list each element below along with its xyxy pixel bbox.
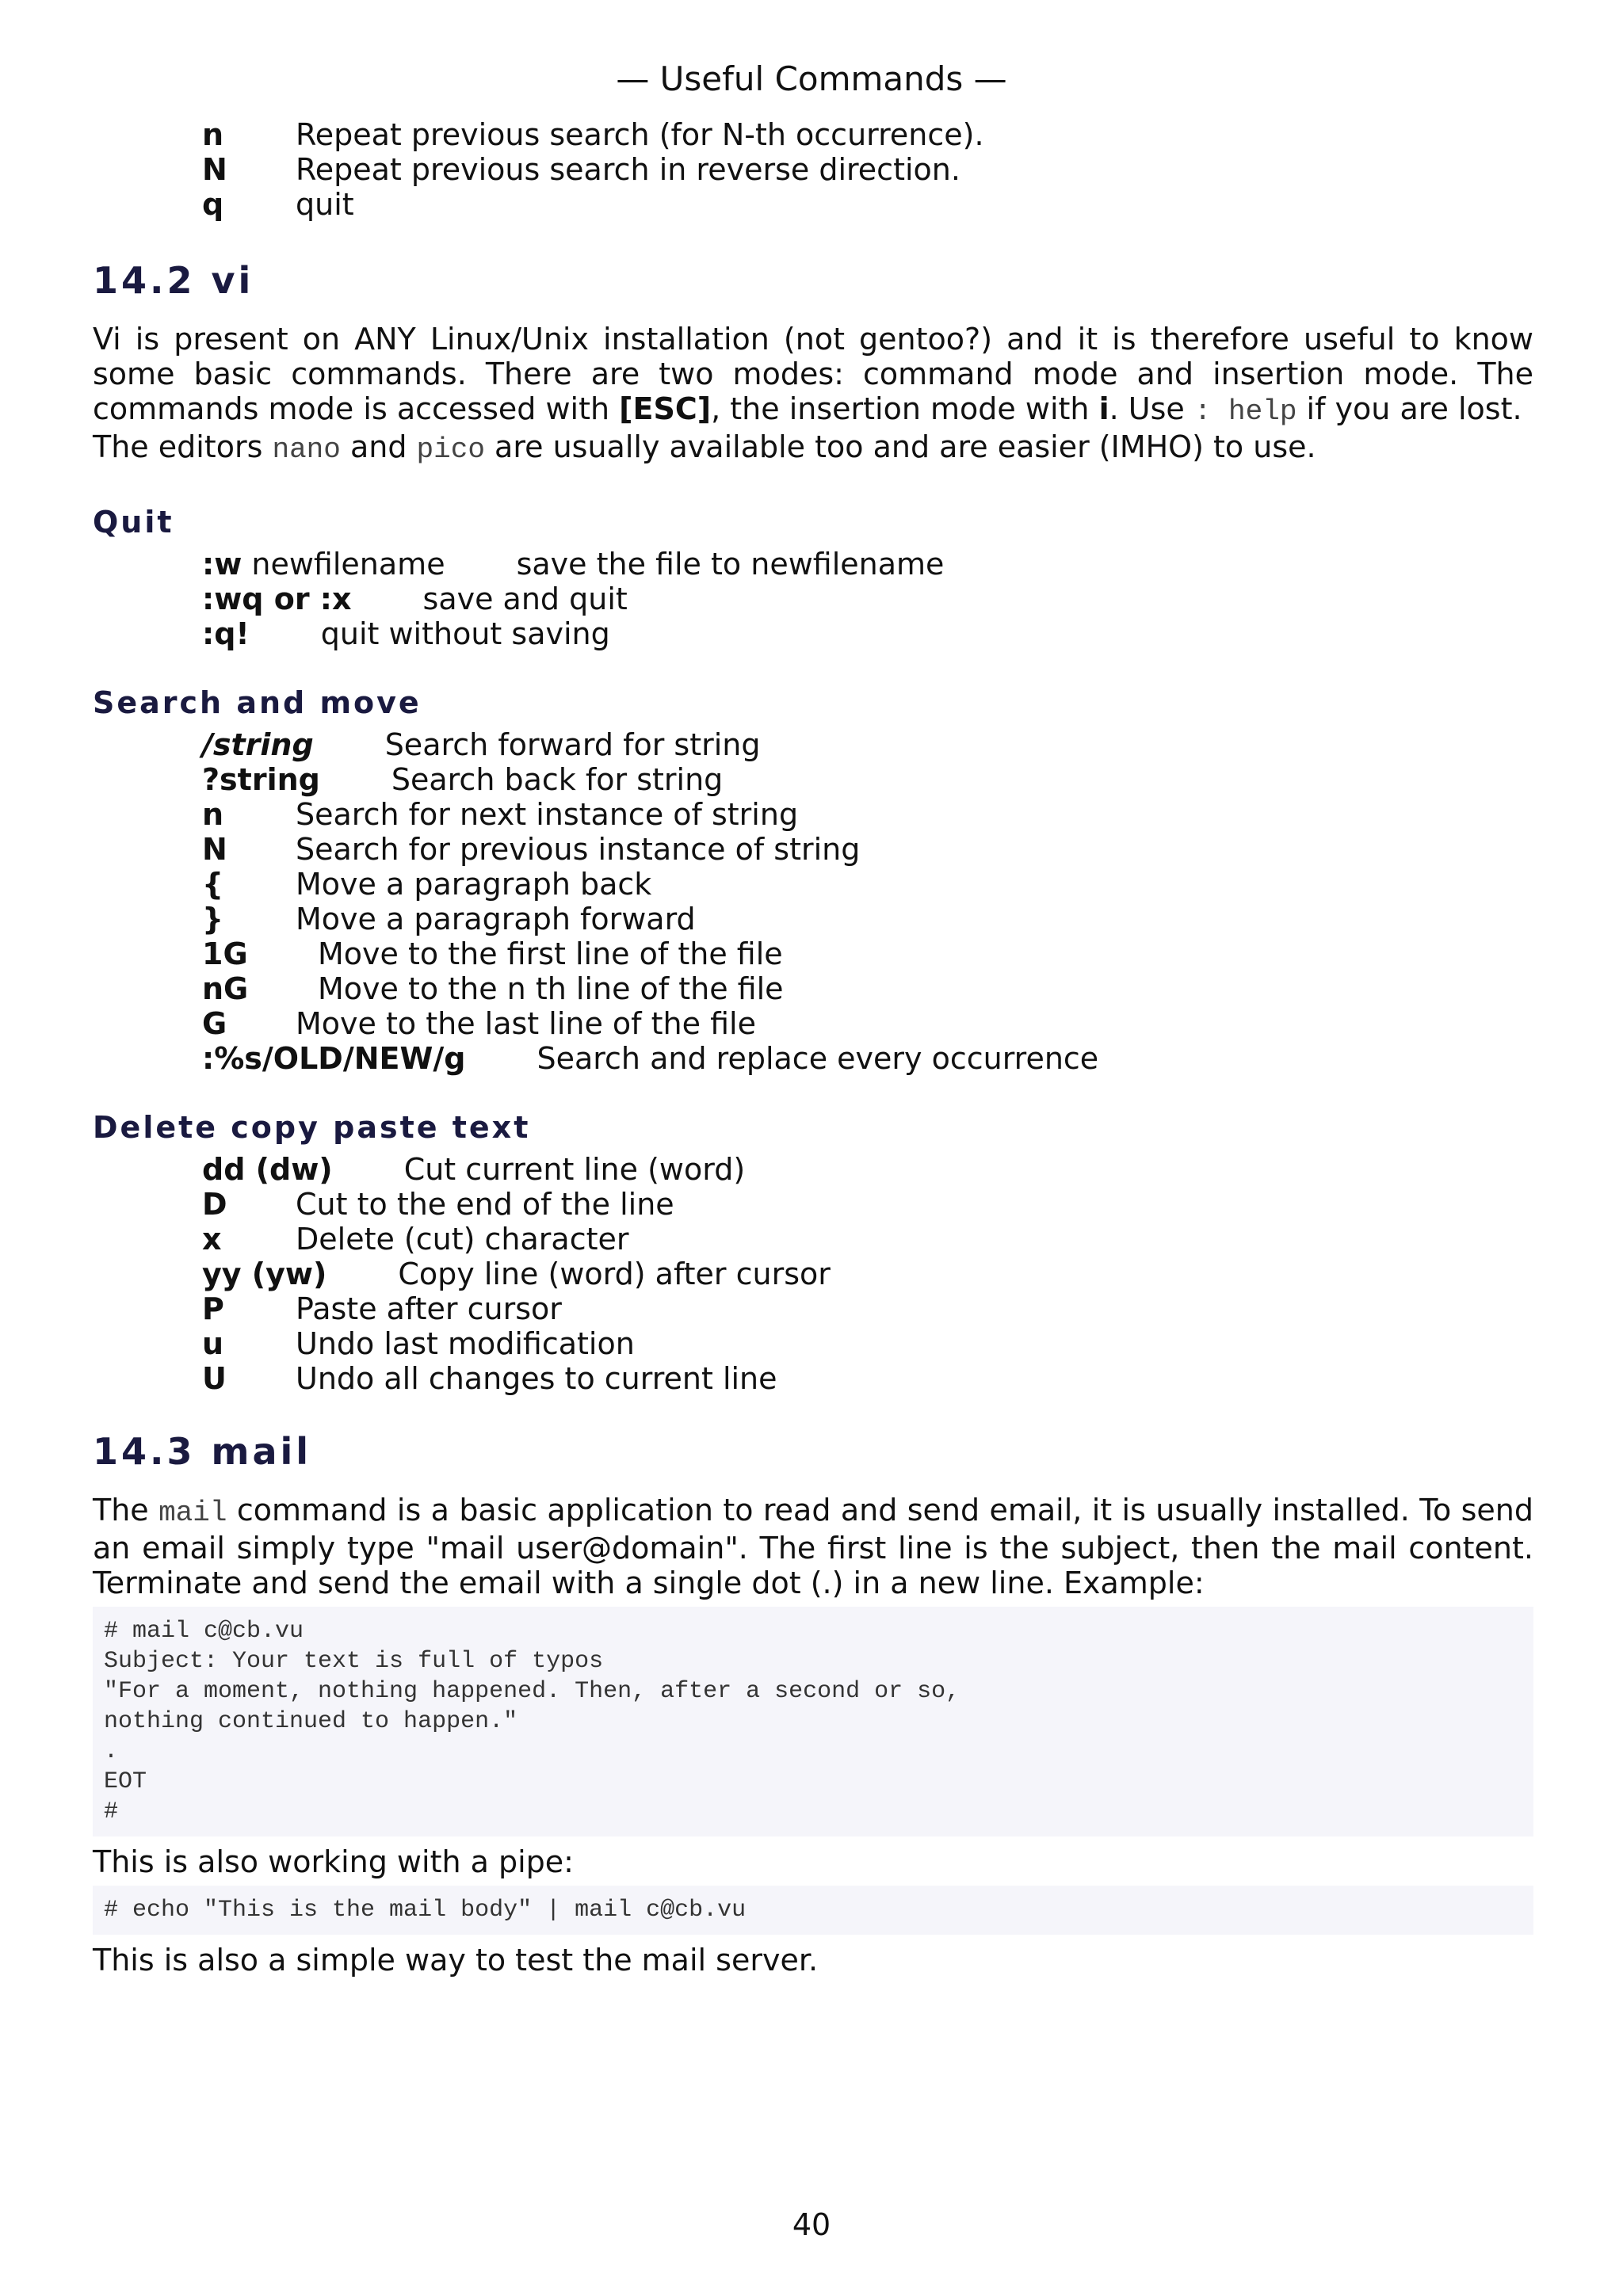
- mail-server-test-paragraph: This is also a simple way to test the mail server.: [93, 1943, 819, 1978]
- command-key: nG: [202, 971, 249, 1006]
- search-command-list: [202, 727, 1533, 1076]
- command-description: Move a paragraph back: [296, 867, 652, 902]
- command-row: [202, 547, 1533, 582]
- command-description: Search for next instance of string: [296, 797, 799, 832]
- command-key: N: [202, 152, 227, 187]
- command-key: x: [202, 1222, 222, 1257]
- text-run: command is a basic application to read and send email, it is usually installed. To send an email simply type "mail user@domain". The first line is the subject, then the mail content. Terminate and send the email with a single dot (.) in a new line. Example:: [93, 1493, 1533, 1600]
- command-description: Search and replace every occurrence: [537, 1041, 1099, 1076]
- text-run: are usually available too and are easier (IMHO) to use.: [484, 429, 1316, 464]
- command-row: [202, 867, 1533, 902]
- command-row: [202, 117, 1533, 152]
- command-key: /string: [202, 727, 314, 762]
- text-run: , the insertion mode with: [711, 391, 1099, 426]
- command-row: [202, 1006, 1533, 1041]
- less-command-list: [202, 117, 1533, 222]
- command-argument: newfilename: [242, 547, 445, 582]
- command-description: Undo last modification: [296, 1326, 635, 1361]
- command-description: Delete (cut) character: [296, 1222, 629, 1257]
- subheading-delete-copy-paste: Delete copy paste text: [93, 1110, 531, 1145]
- command-key: n: [202, 117, 224, 152]
- command-description: save and quit: [422, 582, 628, 616]
- command-key: {: [202, 867, 224, 902]
- command-description: Repeat previous search in reverse direction.: [296, 152, 960, 187]
- command-key: N: [202, 832, 227, 867]
- command-key: 1G: [202, 936, 248, 971]
- quit-command-list: [202, 547, 1533, 651]
- command-row: [202, 936, 1533, 971]
- command-key: :%s/OLD/NEW/g: [202, 1041, 466, 1076]
- running-header: — Useful Commands —: [616, 59, 1007, 98]
- command-key: P: [202, 1291, 224, 1326]
- command-row: [202, 152, 1533, 187]
- command-row: [202, 582, 1533, 616]
- command-row: [202, 1187, 1533, 1222]
- command-description: Search back for string: [391, 762, 724, 797]
- command-description: Copy line (word) after cursor: [398, 1257, 831, 1291]
- section-heading-mail: 14.3 mail: [93, 1430, 312, 1473]
- command-description: save the file to newfilename: [516, 547, 945, 582]
- subheading-search-and-move: Search and move: [93, 685, 422, 720]
- command-description: Move to the n th line of the file: [318, 971, 784, 1006]
- command-key: q: [202, 187, 224, 222]
- text-run: and: [340, 429, 417, 464]
- command-row: [202, 762, 1533, 797]
- text-run: The: [93, 1493, 159, 1527]
- command-row: [202, 1222, 1533, 1257]
- command-description: Search forward for string: [384, 727, 761, 762]
- insert-key-text: i: [1098, 391, 1109, 426]
- page-number: 40: [792, 2207, 831, 2242]
- mail-intro-paragraph: [93, 1493, 1533, 1600]
- command-row: [202, 832, 1533, 867]
- command-key: D: [202, 1187, 227, 1222]
- command-description: Repeat previous search (for N-th occurrence).: [296, 117, 984, 152]
- command-key: :wq or :x: [202, 582, 352, 616]
- page-content: [93, 117, 1533, 1978]
- text-run: if you are lost.: [1296, 391, 1522, 426]
- pico-command-text: pico: [416, 433, 485, 466]
- command-row: [202, 727, 1533, 762]
- command-key: n: [202, 797, 224, 832]
- command-description: Move to the first line of the file: [318, 936, 783, 971]
- command-key: [202, 547, 445, 582]
- command-key: u: [202, 1326, 224, 1361]
- command-key: yy (yw): [202, 1257, 327, 1291]
- section-heading-vi: 14.2 vi: [93, 259, 254, 302]
- subheading-quit: Quit: [93, 505, 174, 540]
- text-run: . Use: [1109, 391, 1194, 426]
- mail-command-text: mail: [158, 1497, 227, 1529]
- nano-command-text: nano: [272, 433, 341, 466]
- command-description: Undo all changes to current line: [296, 1361, 777, 1396]
- command-description: Cut current line (word): [403, 1152, 746, 1187]
- command-row: [202, 902, 1533, 936]
- command-description: quit: [296, 187, 354, 222]
- delete-command-list: [202, 1152, 1533, 1396]
- command-description: Paste after cursor: [296, 1291, 562, 1326]
- command-description: Move to the last line of the file: [296, 1006, 756, 1041]
- pipe-paragraph: This is also working with a pipe:: [93, 1844, 574, 1879]
- command-row: [202, 1326, 1533, 1361]
- command-key: dd (dw): [202, 1152, 333, 1187]
- command-key: }: [202, 902, 224, 936]
- command-key-bold: :w: [202, 547, 242, 582]
- vi-editors-paragraph: [93, 429, 1533, 467]
- command-description: Move a paragraph forward: [296, 902, 696, 936]
- command-key: U: [202, 1361, 227, 1396]
- esc-key-text: [ESC]: [619, 391, 712, 426]
- command-row: [202, 1257, 1533, 1291]
- command-row: [202, 187, 1533, 222]
- command-key: G: [202, 1006, 227, 1041]
- help-command-text: : help: [1193, 395, 1297, 428]
- command-row: [202, 1152, 1533, 1187]
- command-row: [202, 1361, 1533, 1396]
- command-description: quit without saving: [320, 616, 610, 651]
- command-row: [202, 971, 1533, 1006]
- command-key: :q!: [202, 616, 250, 651]
- text-run: Vi is present on ANY Linux/Unix installation (not gentoo?) and it is therefore useful to know some basic commands. There are two modes: command mode and insertion mode. The commands mode is accessed with: [93, 322, 1533, 426]
- text-run: The editors: [93, 429, 273, 464]
- command-description: Cut to the end of the line: [296, 1187, 674, 1222]
- mail-example-code-block: # mail c@cb.vu Subject: Your text is full of typos "For a moment, nothing happened. Then, after a second or so, nothing continued to happen." . EOT #: [93, 1607, 1533, 1836]
- command-row: [202, 1041, 1533, 1076]
- pipe-example-code-block: # echo "This is the mail body" | mail c@cb.vu: [93, 1886, 1533, 1935]
- command-row: [202, 616, 1533, 651]
- vi-intro-paragraph: [93, 322, 1533, 429]
- command-key: ?string: [202, 762, 320, 797]
- command-row: [202, 797, 1533, 832]
- command-row: [202, 1291, 1533, 1326]
- command-description: Search for previous instance of string: [296, 832, 861, 867]
